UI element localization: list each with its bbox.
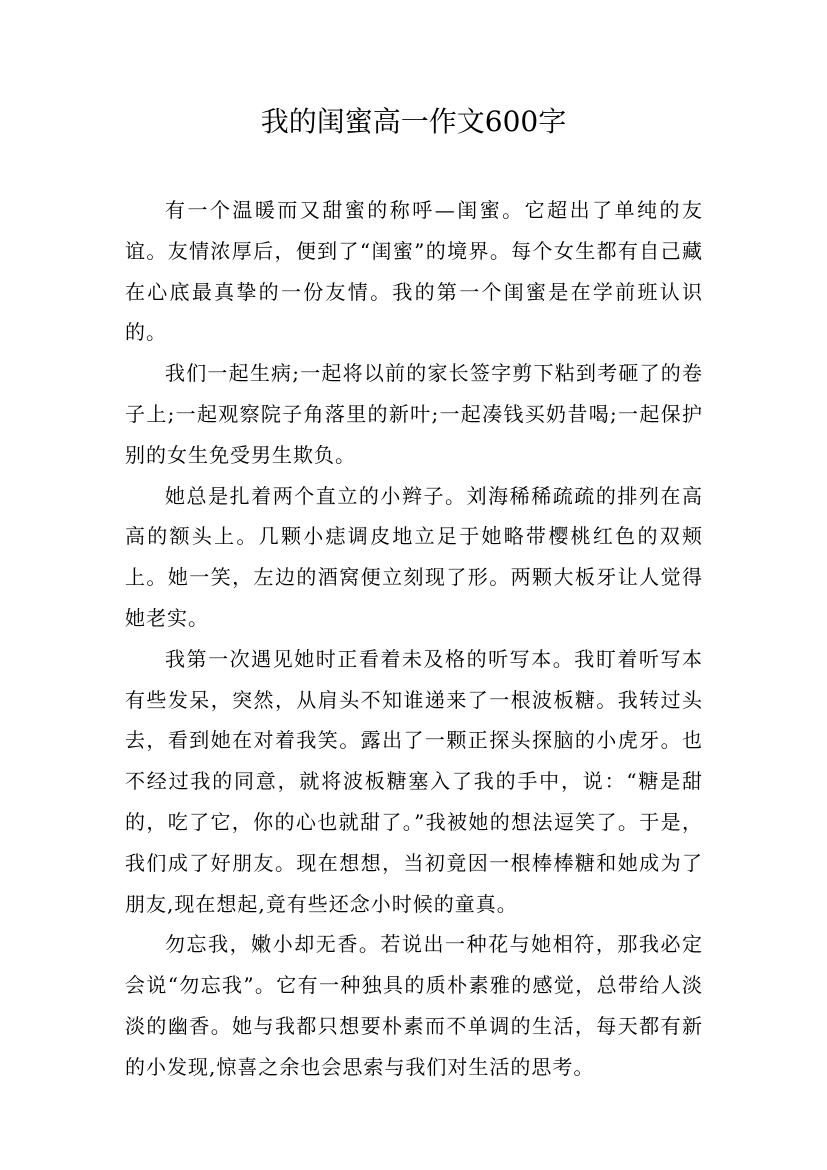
document-title: 我的闺蜜高一作文600字: [260, 105, 567, 138]
document-body: [125, 190, 703, 1088]
paragraph: 勿忘我，嫩小却无香。若说出一种花与她相符，那我必定会说“勿忘我”。它有一种独具的质朴素雅的感觉，总带给人淡淡的幽香。她与我都只想要朴素而不单调的生活，每天都有新的小发现,惊喜之余也会思索与我们对生活的思考。: [125, 932, 703, 1079]
paragraph: 我第一次遇见她时正看着未及格的听写本。我盯着听写本有些发呆，突然，从肩头不知谁递来了一根波板糖。我转过头去，看到她在对着我笑。露出了一颗正探头探脑的小虎牙。也不经过我的同意，就将波板糖塞入了我的手中，说：“糖是甜的，吃了它，你的心也就甜了。”我被她的想法逗笑了。于是，我们成了好朋友。现在想想，当初竟因一根棒棒糖和她成为了朋友,现在想起,竟有些还念小时候的童真。: [125, 646, 703, 916]
paragraph: 她总是扎着两个直立的小辫子。刘海稀稀疏疏的排列在高高的额头上。几颗小痣调皮地立足于她略带樱桃红色的双颊上。她一笑，左边的酒窝便立刻现了形。两颗大板牙让人觉得她老实。: [125, 483, 703, 630]
paragraph: 有一个温暖而又甜蜜的称呼—闺蜜。它超出了单纯的友谊。友情浓厚后，便到了“闺蜜”的境界。每个女生都有自己藏在心底最真挚的一份友情。我的第一个闺蜜是在学前班认识的。: [125, 198, 703, 345]
paragraph: 我们一起生病;一起将以前的家长签字剪下粘到考砸了的卷子上;一起观察院子角落里的新叶;一起凑钱买奶昔喝;一起保护别的女生免受男生欺负。: [125, 361, 703, 467]
